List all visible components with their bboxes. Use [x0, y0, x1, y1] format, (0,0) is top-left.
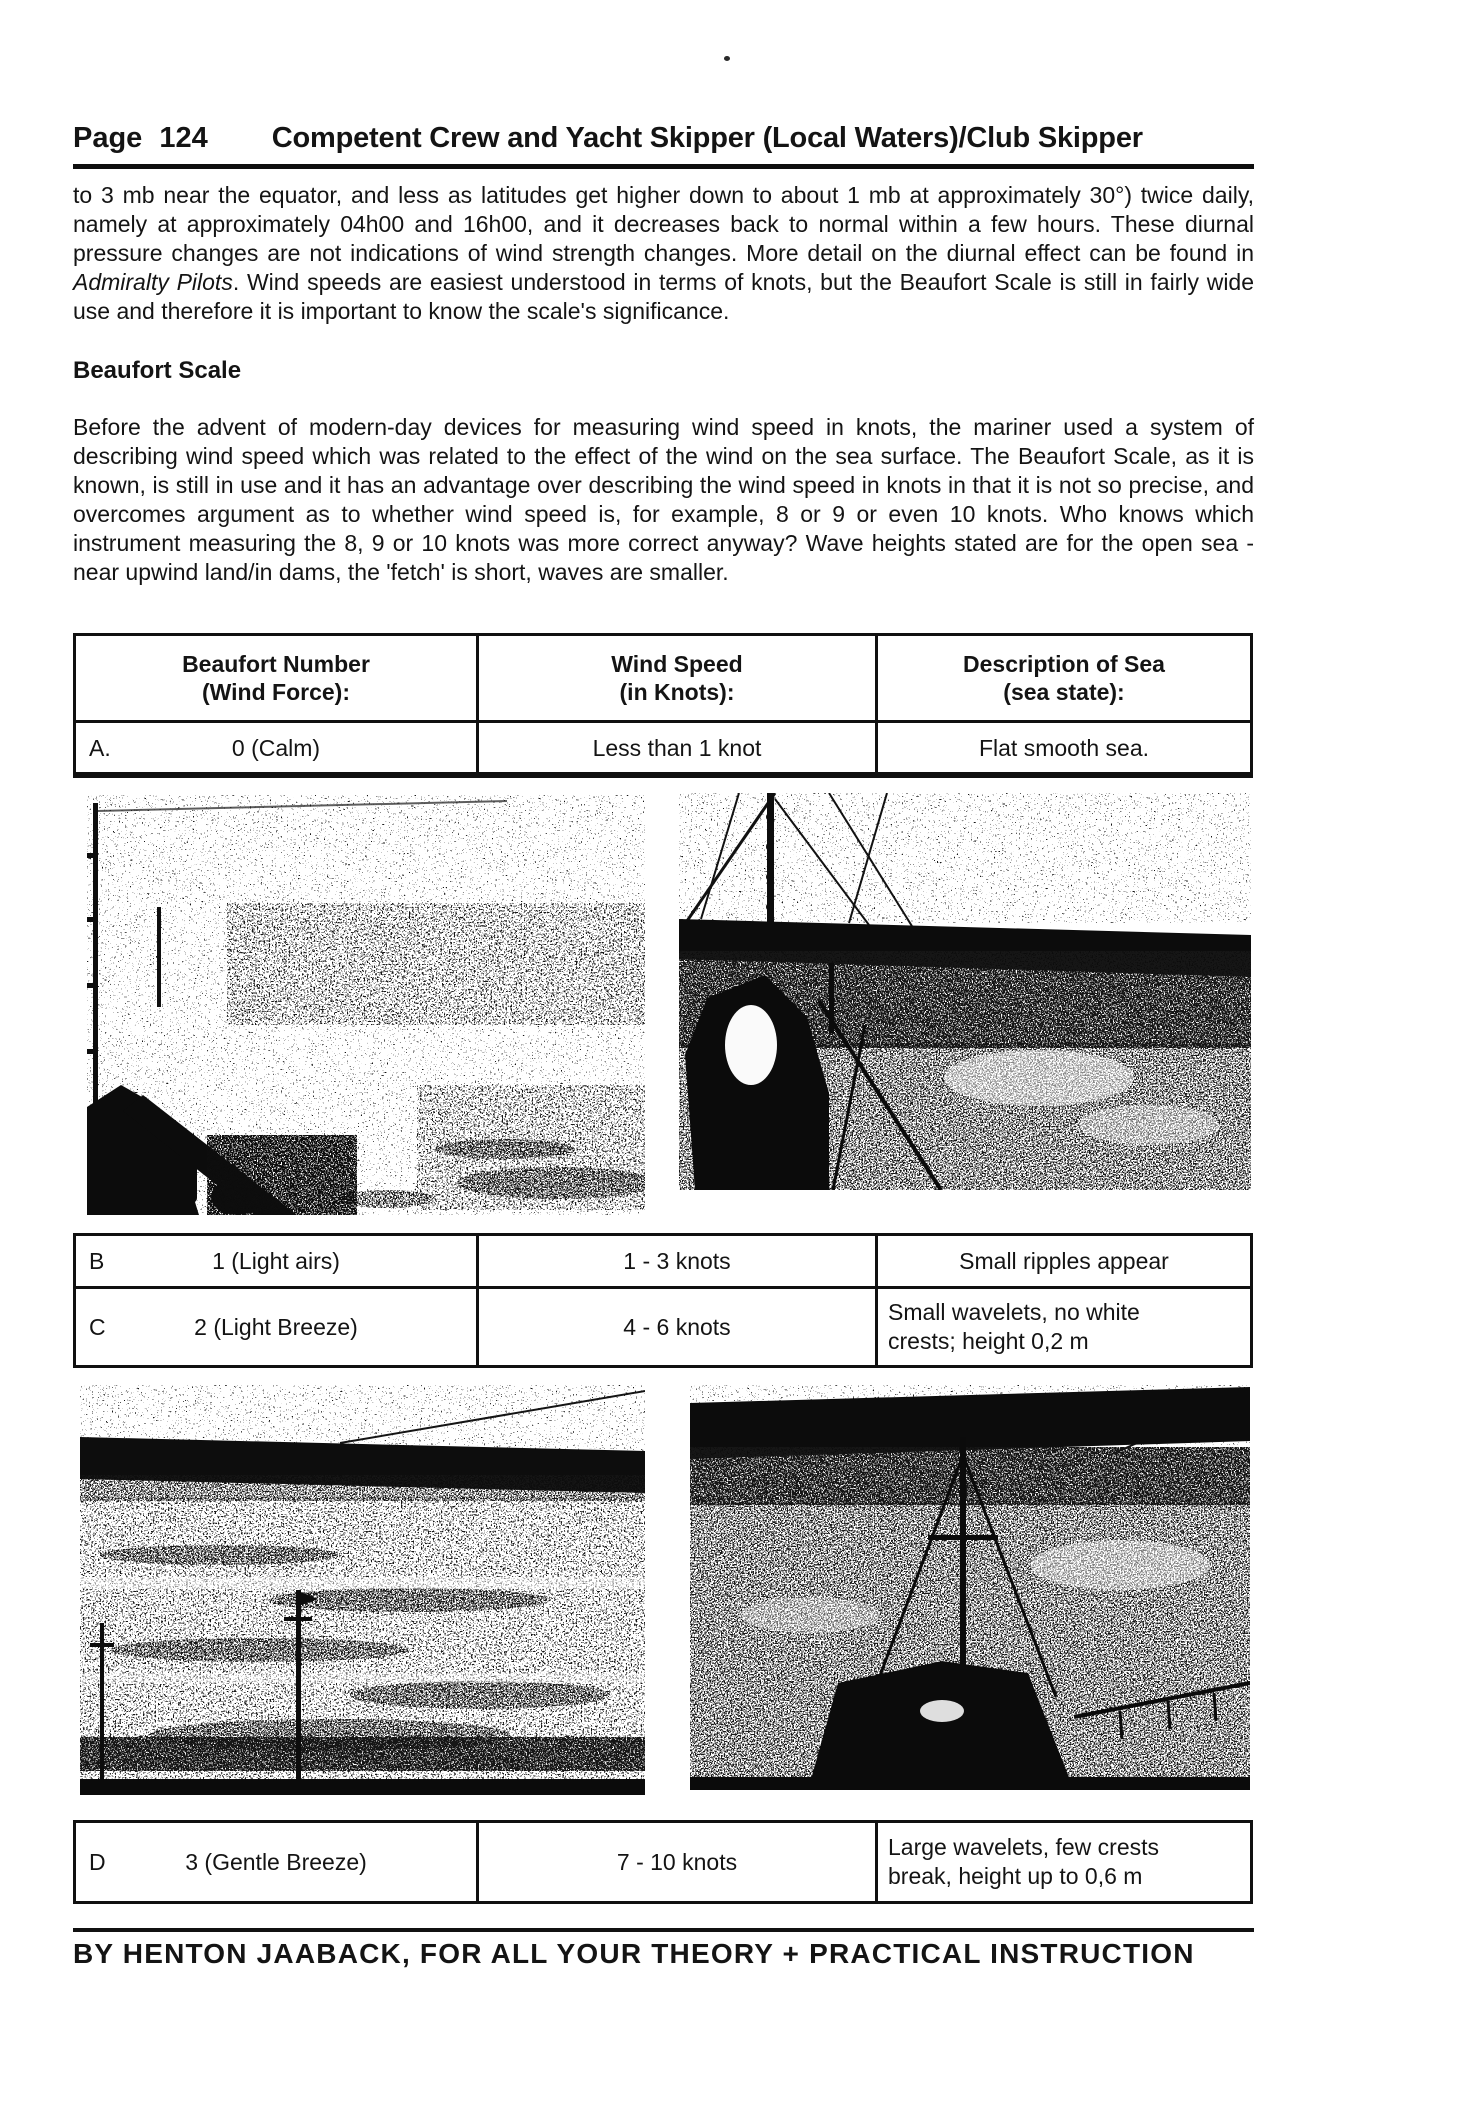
photo-beaufort-2-small-wavelets: [80, 1385, 645, 1795]
photo-large-wavelets-content: [690, 1385, 1250, 1790]
cell-sea-d: Large wavelets, few crests break, height up to 0,6 m: [875, 1823, 1250, 1901]
beaufort-table-header-and-row-a: [73, 633, 1253, 778]
force-value-b: 1 (Light airs): [212, 1248, 340, 1274]
intro-italic-book-title: Admiralty Pilots: [73, 269, 233, 295]
cell-force-c: [76, 1289, 476, 1365]
photo-calm-sea-content: [87, 795, 645, 1215]
table-header-row: [76, 636, 1250, 720]
beaufort-description-paragraph: Before the advent of modern-day devices for measuring wind speed in knots, the mariner used a system of describing wind speed which was related to the effect of the wind on the sea surface. The Beaufort Scale, as it is known, is still in use and it has an advantage over describing the wind speed in knots in that it is not so precise, and overcomes argument as to whether wind speed is, for example, 8 or 9 or even 10 knots. Who knows which instrument measuring the 8, 9 or 10 knots was more correct anyway? Wave heights stated are for the open sea - near upwind land/in dams, the 'fetch' is short, waves are smaller.: [73, 414, 1254, 585]
table-row-d: [76, 1823, 1250, 1901]
page-footer: BY HENTON JAABACK, FOR ALL YOUR THEORY + PRACTICAL INSTRUCTION: [73, 1928, 1254, 1970]
cell-force-d: [76, 1823, 476, 1901]
page-header: [73, 122, 1254, 169]
intro-text-2: . Wind speeds are easiest understood in terms of knots, but the Beaufort Scale is still in fairly wide use and therefore it is important to know the scale's significance.: [73, 269, 1255, 324]
table-row-a: [76, 720, 1250, 772]
cell-sea-b: Small ripples appear: [875, 1236, 1250, 1286]
row-key-d: D: [89, 1849, 106, 1875]
document-title: Competent Crew and Yacht Skipper (Local Waters)/Club Skipper: [271, 122, 1143, 154]
header-cell-beaufort-number: [76, 636, 476, 720]
header-line1: Wind Speed: [611, 651, 743, 677]
force-value-a: 0 (Calm): [231, 734, 321, 761]
beaufort-table-row-d: [73, 1820, 1253, 1904]
table-row-b: [76, 1236, 1250, 1286]
cell-sea-c: Small wavelets, no white crests; height 0,2 m: [875, 1289, 1250, 1365]
intro-paragraph: [73, 181, 1254, 326]
cell-speed-a: Less than 1 knot: [476, 723, 875, 772]
cell-force-b: [76, 1236, 476, 1286]
row-key-a: A.: [89, 734, 111, 761]
header-line2: (in Knots):: [619, 679, 735, 705]
header-cell-wind-speed: [476, 636, 875, 720]
header-line1: Description of Sea: [963, 651, 1165, 677]
force-value-c: 2 (Light Breeze): [194, 1314, 358, 1340]
beaufort-table-rows-b-c: [73, 1233, 1253, 1368]
section-heading-beaufort-scale: Beaufort Scale: [73, 357, 242, 384]
row-key-c: C: [89, 1314, 106, 1340]
cell-speed-b: 1 - 3 knots: [476, 1236, 875, 1286]
photo-beaufort-3-large-wavelets: [690, 1385, 1250, 1790]
cell-speed-d: 7 - 10 knots: [476, 1823, 875, 1901]
scan-speck: [724, 56, 730, 61]
photo-beaufort-1-small-ripples: [679, 793, 1251, 1190]
force-value-d: 3 (Gentle Breeze): [185, 1849, 367, 1875]
photo-beaufort-0-calm-sea: [87, 795, 645, 1215]
cell-speed-c: 4 - 6 knots: [476, 1289, 875, 1365]
header-line2: (Wind Force):: [202, 679, 350, 705]
photo-wavelets-content: [80, 1385, 645, 1795]
cell-sea-a: Flat smooth sea.: [875, 723, 1250, 772]
header-line2: (sea state):: [1003, 679, 1125, 705]
header-cell-description-of-sea: [875, 636, 1250, 720]
row-key-b: B: [89, 1248, 105, 1274]
cell-force-a: [76, 723, 476, 772]
page-number: Page 124: [73, 122, 208, 154]
table-row-c: [76, 1286, 1250, 1365]
intro-text-1: to 3 mb near the equator, and less as latitudes get higher down to about 1 mb at approximately 30°) twice daily, namely at approximately 04h00 and 16h00, and it decreases back to normal within a few hours. These diurnal pressure changes are not indications of wind strength changes. More detail on the diurnal effect can be found in: [73, 182, 1254, 266]
header-line1: Beaufort Number: [182, 651, 370, 677]
photo-ripples-content: [679, 793, 1251, 1190]
